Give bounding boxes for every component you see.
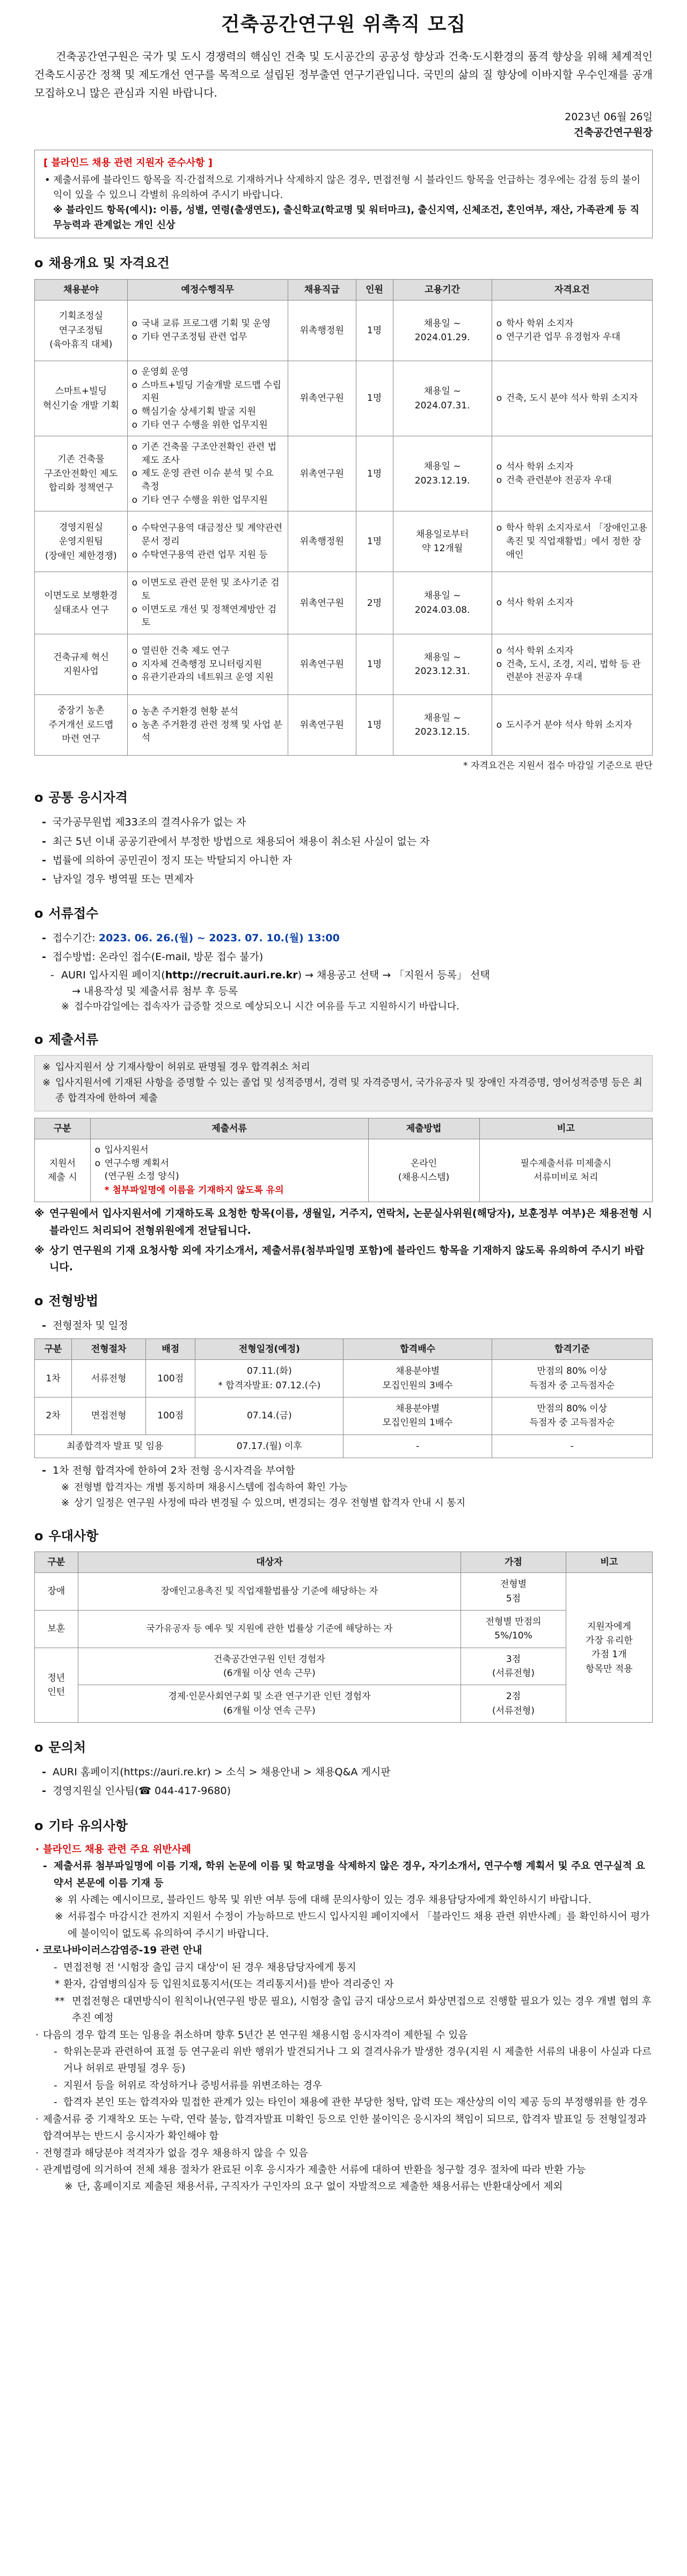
sel-multi: 채용분야별 모집인원의 3배수: [344, 1360, 492, 1397]
job-grade: 위촉연구원: [288, 436, 356, 511]
job-quals: [492, 694, 652, 755]
job-row: [35, 572, 653, 634]
job-duties-item: o 운영회 운영: [131, 365, 284, 379]
sel-proc: 서류전형: [72, 1360, 146, 1397]
job-duties-item: o 이면도로 개선 및 정책연계방안 검토: [131, 603, 284, 630]
pref-target: 경제·인문사회연구회 및 소관 연구기관 인턴 경험자 (6개월 이상 연속 근무): [78, 1685, 461, 1723]
posting-date: 2023년 06월 26일: [565, 111, 653, 123]
etc-i1c: - 합격자 본인 또는 합격자와 밀접한 관계가 있는 타인이 채용에 관한 부당한 청탁, 압력 또는 재산상의 이익 제공 등의 부정행위를 한 경우: [34, 2094, 653, 2111]
job-field: 이면도로 보행환경 실태조사 연구: [35, 572, 128, 634]
notice-line-1: • 제출서류에 블라인드 항목을 직·간접적으로 기재하거나 삭제하지 않은 경우, 면접전형 시 블라인드 항목을 언급하는 경우에는 감점 등의 불이익이 있을 수 있으니 각별히 유의하여 주시기 바랍니다.: [53, 173, 644, 203]
section-selection-title: o 전형방법: [34, 1291, 653, 1311]
job-quals-item: o 석사 학위 소지자: [495, 645, 649, 658]
job-duties: [127, 634, 288, 694]
etc-i1: · 다음의 경우 합격 또는 임용을 취소하며 향후 5년간 본 연구원 채용시험 응시자격이 제한될 수 있음: [34, 2027, 653, 2044]
route-pre: AURI 입사지원 페이지(: [61, 969, 165, 981]
blind-recruit-notice: [34, 150, 653, 238]
route-step: [50, 967, 653, 983]
job-row: [35, 436, 653, 511]
job-duties-item: o 수탁연구용역 관련 업무 지원 등: [131, 548, 284, 562]
job-quals: [492, 436, 652, 511]
job-duties-item: o 핵심기술 상세기획 발굴 지원: [131, 405, 284, 419]
sel-crit: 만점의 80% 이상 득점자 중 고득점자순: [492, 1397, 652, 1435]
job-duties: [127, 361, 288, 436]
job-period: 채용일 ~ 2023.12.31.: [393, 634, 492, 694]
job-duties-item: o 스마트+빌딩 기술개발 로드맵 수립 지원: [131, 379, 284, 405]
job-row: [35, 634, 653, 694]
sel-sched: 07.14.(금): [195, 1397, 344, 1435]
job-quals-item: o 석사 학위 소지자: [495, 460, 649, 474]
period-label: 접수기간:: [53, 932, 99, 945]
job-grade: 위촉연구원: [288, 634, 356, 694]
job-period: 채용일 ~ 2023.12.15.: [393, 694, 492, 755]
notice-line-2: ※ 블라인드 항목(예시): 이름, 성별, 연령(출생연도), 출신학교(학교명 및 워터마크), 출신지역, 신체조건, 혼인여부, 재산, 가족관계 등 직무능력과 관계없는 개인 신상: [53, 204, 640, 231]
job-quals-item: o 건축, 도시, 조경, 지리, 법학 등 관련분야 전공자 우대: [495, 658, 649, 684]
etc-h1a: - 제출서류 첨부파일명에 이름 기재, 학위 논문에 이름 및 학교명을 삭제하지 않은 경우, 자기소개서, 연구수행 계획서 및 주요 연구실적 요약서 본문에 이름 기재 등: [34, 1858, 653, 1892]
sel-col: 합격배수: [344, 1338, 492, 1359]
etc-i1a: - 학위논문과 관련하여 표절 등 연구윤리 위반 행위가 발견되거나 그 외 결격사유가 발생한 경우(지원 시 제출한 서류의 내용이 사실과 다르거나 허위로 판명될 경우 등): [34, 2044, 653, 2077]
page-title: 건축공간연구원 위촉직 모집: [221, 13, 466, 35]
job-col-header: 고용기간: [393, 279, 492, 300]
sel-col: 합격기준: [492, 1338, 652, 1359]
job-duties-item: o 농촌 주거환경 관련 정책 및 사업 분석: [131, 719, 284, 745]
pref-target: 건축공간연구원 인턴 경험자 (6개월 이상 연속 근무): [78, 1648, 461, 1685]
job-duties-item: o 열린한 건축 제도 연구: [131, 645, 284, 658]
job-quals-item: o 도시주거 분야 석사 학위 소지자: [495, 719, 649, 732]
route-step-2: → 내용작성 및 제출서류 첨부 후 등록: [72, 985, 238, 997]
doc-col: 비고: [479, 1118, 652, 1139]
qualification-note: * 자격요건은 지원서 접수 마감일 기준으로 판단: [463, 760, 653, 771]
job-duties-item: o 기타 연구조정팀 관련 업무: [131, 331, 284, 344]
etc-h2b: * 환자, 감염병의심자 등 입원치료통지서(또는 격리통지서)를 받아 격리중인 자: [34, 1976, 653, 1993]
sel-sched: 07.17.(월) 이후: [195, 1435, 344, 1458]
job-duties-item: o 농촌 주거환경 현황 분석: [131, 705, 284, 719]
sel-crit: -: [492, 1435, 652, 1458]
job-duties-item: o 국내 교류 프로그램 기획 및 운영: [131, 317, 284, 331]
common-item: - 국가공무원법 제33조의 결격사유가 없는 자: [42, 813, 653, 832]
pref-col: 비고: [566, 1552, 652, 1572]
job-period: 채용일 ~ 2024.07.31.: [393, 361, 492, 436]
job-row: [35, 361, 653, 436]
application-period: [42, 929, 653, 948]
job-grade: 위촉연구원: [288, 694, 356, 755]
job-duties: [127, 511, 288, 572]
job-duties-item: o 기타 연구 수행을 위한 업무지원: [131, 494, 284, 507]
job-row: [35, 694, 653, 755]
pref-col: 대상자: [78, 1552, 461, 1572]
job-field: 기존 건축물 구조안전확인 제도 합리화 정책연구: [35, 436, 128, 511]
sel-multi: -: [344, 1435, 492, 1458]
pref-remark: 지원자에게 가장 유리한 가점 1개 항목만 적용: [566, 1573, 652, 1723]
application-ref: ※ 접수마감일에는 접속자가 급증할 것으로 예상되오니 시간 여유를 두고 지원하시기 바랍니다.: [61, 999, 653, 1015]
pref-pts: 전형별 만점의 5%/10%: [461, 1611, 566, 1648]
contact-item: - AURI 홈페이지(https://auri.re.kr) > 소식 > 채용안내 > 채용Q&A 게시판: [42, 1763, 653, 1782]
common-item: - 최근 5년 이내 공공기관에서 부정한 방법으로 채용되어 채용이 취소된 사실이 없는 자: [42, 832, 653, 851]
job-period: 채용일 ~ 2024.01.29.: [393, 300, 492, 361]
doc-col: 제출서류: [90, 1118, 368, 1139]
etc-h2c: ** 면접전형은 대면방식이 원칙이나(연구원 방문 필요), 시험장 출입 금지 대상으로서 화상면접으로 진행할 필요가 있는 경우 개별 협의 후 추진 예정: [34, 1993, 653, 2027]
job-quals: [492, 634, 652, 694]
job-grade: 위촉연구원: [288, 572, 356, 634]
doc-item: o 입사지원서: [94, 1144, 365, 1157]
job-duties-item: o 수탁연구용역 대금정산 및 계약관련 문서 정리: [131, 522, 284, 548]
job-duties: [127, 300, 288, 361]
pref-pts: 전형별 5점: [461, 1573, 566, 1611]
job-field: 경영지원실 운영지원팀 (장애인 제한경쟁): [35, 511, 128, 572]
pref-col: 구분: [35, 1552, 78, 1572]
doc-item: o 연구수행 계획서 (연구원 소정 양식): [94, 1157, 365, 1183]
etc-i4a: ※ 단, 홈페이지로 제출된 채용서류, 구직자가 구인자의 요구 없이 자발적으로 제출한 채용서류는 반환대상에서 제외: [34, 2178, 653, 2195]
sel-crit: 만점의 80% 이상 득점자 중 고득점자순: [492, 1360, 652, 1397]
job-quals: [492, 361, 652, 436]
section-etc-title: o 기타 유의사항: [34, 1816, 653, 1836]
application-route: [34, 967, 653, 983]
job-col-header: 자격요건: [492, 279, 652, 300]
job-row: [35, 300, 653, 361]
job-period: 채용일 ~ 2024.03.08.: [393, 572, 492, 634]
doc-note: * 첨부파일명에 이름을 기재하지 않도록 유의: [104, 1184, 284, 1196]
job-duties-item: o 유관기관과의 네트워크 운영 지원: [131, 671, 284, 684]
documents-warning-2: ※ 상기 연구원의 기재 요청사항 외에 자기소개서, 제출서류(첨부파일명 포함)에 블라인드 항목을 기재하지 않도록 유의하여 주시기 바랍니다.: [34, 1242, 653, 1276]
selection-subtitle-list: [34, 1316, 653, 1335]
job-headcount: 1명: [356, 436, 393, 511]
sel-score: 100점: [146, 1360, 195, 1397]
sel-sched: 07.11.(화) * 합격자발표: 07.12.(수): [195, 1360, 344, 1397]
sel-stage: 1차: [35, 1360, 72, 1397]
etc-h2: · 코로나바이러스감염증-19 관련 안내: [34, 1942, 653, 1959]
job-duties-item: o 기존 건축물 구조안전확인 관련 법 제도 조사: [131, 441, 284, 467]
sel-col: 구분: [35, 1338, 72, 1359]
documents-notice-box: [34, 1055, 653, 1111]
selection-ref-2: ※ 상기 일정은 연구원 사정에 따라 변경될 수 있으며, 변경되는 경우 전형별 합격자 안내 시 통지: [61, 1496, 653, 1511]
sel-final-stage: 최종합격자 발표 및 임용: [35, 1435, 195, 1458]
etc-h1c: ※ 서류접수 마감시간 전까지 지원서 수정이 가능하므로 반드시 입사지원 페이지에서 「블라인드 채용 관련 위반사례」를 확인하시어 평가에 불이익이 없도록 유의하여 주시기 바랍니다.: [34, 1908, 653, 1942]
job-grade: 위촉연구원: [288, 361, 356, 436]
etc-i4: · 관계법령에 의거하여 전체 채용 절차가 완료된 이후 응시자가 제출한 서류에 대하여 반환을 청구할 경우 절차에 따라 반환 가능: [34, 2162, 653, 2178]
box-line-2: ※ 입사지원서에 기재된 사항을 증명할 수 있는 졸업 및 성적증명서, 경력 및 자격증명서, 국가유공자 및 장애인 자격증명, 영어성적증명 등은 최종 합격자에 한하여 제출: [42, 1075, 645, 1107]
contact-list: [34, 1763, 653, 1801]
job-duties: [127, 572, 288, 634]
job-duties-item: o 기타 연구 수행을 위한 업무지원: [131, 419, 284, 432]
application-info: [34, 929, 653, 967]
sel-multi: 채용분야별 모집인원의 1배수: [344, 1397, 492, 1435]
job-grade: 위촉행정원: [288, 511, 356, 572]
job-field: 중장기 농촌 주거개선 로드맵 마련 연구: [35, 694, 128, 755]
period-value: 2023. 06. 26.(월) ~ 2023. 07. 10.(월) 13:00: [98, 932, 340, 945]
selection-ref-1: ※ 전형별 합격자는 개별 통지하며 채용시스템에 접속하여 확인 가능: [61, 1480, 653, 1496]
job-field: 스마트+빌딩 혁신기술 개발 기획: [35, 361, 128, 436]
section-common-title: o 공통 응시자격: [34, 788, 653, 808]
section-contact-title: o 문의처: [34, 1738, 653, 1758]
selection-note: - 1차 전형 합격자에 한하여 2차 전형 응시자격을 부여함: [42, 1461, 653, 1480]
notice-title: [ 블라인드 채용 관련 지원자 준수사항 ]: [43, 157, 213, 169]
job-period: 채용일 ~ 2023.12.19.: [393, 436, 492, 511]
job-duties-item: o 지자체 건축행정 모니터링지원: [131, 658, 284, 671]
common-item: - 남자일 경우 병역필 또는 면제자: [42, 870, 653, 889]
job-headcount: 1명: [356, 511, 393, 572]
job-duties-item: o 이면도로 관련 문헌 및 조사기준 검토: [131, 576, 284, 603]
section-preference-title: o 우대사항: [34, 1526, 653, 1546]
selection-notes: [34, 1461, 653, 1480]
sel-stage: 2차: [35, 1397, 72, 1435]
job-quals-item: o 석사 학위 소지자: [495, 596, 649, 610]
job-duties: [127, 436, 288, 511]
job-headcount: 2명: [356, 572, 393, 634]
job-quals: [492, 300, 652, 361]
job-table: [34, 279, 653, 756]
etc-h2a: - 면접전형 전 '시험장 출입 금지 대상'이 된 경우 채용담당자에게 통지: [34, 1959, 653, 1976]
pref-cat: 보훈: [35, 1611, 78, 1648]
job-period: 채용일로부터 약 12개월: [393, 511, 492, 572]
doc-remark: 필수제출서류 미제출시 서류미비로 처리: [479, 1139, 652, 1202]
job-col-header: 채용직급: [288, 279, 356, 300]
signature-block: [34, 109, 653, 140]
sel-proc: 면접전형: [72, 1397, 146, 1435]
job-col-header: 예정수행직무: [127, 279, 288, 300]
doc-col: 제출방법: [368, 1118, 479, 1139]
doc-list: [90, 1139, 368, 1202]
job-headcount: 1명: [356, 361, 393, 436]
job-quals: [492, 572, 652, 634]
job-quals-item: o 연구기관 업무 유경험자 우대: [495, 331, 649, 344]
common-item: - 법률에 의하여 공민권이 정지 또는 박탈되지 아니한 자: [42, 851, 653, 870]
section-application-title: o 서류접수: [34, 904, 653, 924]
job-duties-item: o 제도 운영 관련 이슈 분석 및 수요 측정: [131, 467, 284, 493]
recruit-link[interactable]: http://recruit.auri.re.kr: [165, 969, 298, 981]
job-field: 기획조정실 연구조정팀 (육아휴직 대체): [35, 300, 128, 361]
common-qualifications: [34, 813, 653, 889]
contact-item: - 경영지원실 인사팀(☎ 044-417-9680): [42, 1782, 653, 1801]
job-grade: 위촉행정원: [288, 300, 356, 361]
job-headcount: 1명: [356, 300, 393, 361]
selection-subtitle: - 전형절차 및 일정: [42, 1316, 653, 1335]
pref-target: 장애인고용촉진 및 직업재활법률상 기준에 해당하는 자: [78, 1573, 461, 1611]
etc-i3: · 전형결과 해당분야 적격자가 없을 경우 채용하지 않을 수 있음: [34, 2145, 653, 2162]
job-duties: [127, 694, 288, 755]
section-overview-title: o 채용개요 및 자격요건: [34, 253, 653, 273]
job-quals-item: o 건축 관련분야 전공자 우대: [495, 474, 649, 487]
etc-h1b: ※ 위 사례는 예시이므로, 블라인드 항목 및 위반 여부 등에 대해 문의사항이 있는 경우 채용담당자에게 확인하시기 바랍니다.: [34, 1892, 653, 1908]
signer: 건축공간연구원장: [574, 126, 653, 138]
pref-col: 가점: [461, 1552, 566, 1572]
job-field: 건축규제 혁신 지원사업: [35, 634, 128, 694]
pref-cat: 장애: [35, 1573, 78, 1611]
documents-warning-1: ※ 연구원에서 입사지원서에 기재하도록 요청한 항목(이름, 생월일, 거주지, 연락처, 논문실사위원(해당자), 보훈정부 여부)은 채용전형 시 블라인드 처리되어 전형위원에게 전달됩니다.: [34, 1205, 653, 1239]
box-line-1: ※ 입사지원서 상 기재사항이 허위로 판명될 경우 합격취소 처리: [42, 1060, 645, 1075]
job-quals-item: o 학사 학위 소지자로서 「장애인고용촉진 및 직업재활법」에서 정한 장애인: [495, 522, 649, 561]
selection-table: [34, 1338, 653, 1458]
etc-h1: · 블라인드 채용 관련 주요 위반사례: [34, 1841, 653, 1858]
etc-notes: [34, 1841, 653, 2196]
intro-paragraph: 건축공간연구원은 국가 및 도시 경쟁력의 핵심인 건축 및 도시공간의 공공성 향상과 건축·도시환경의 품격 향상을 위해 체계적인 건축도시공간 정책 및 제도개선 연구를 목적으로 설립된 정부출연 연구기관입니다. 국민의 삶의 질 향상에 이바지할 우수인재를 공개 모집하오니 많은 관심과 지원 바랍니다.: [34, 50, 653, 99]
sel-col: 전형절차: [72, 1338, 146, 1359]
job-quals-item: o 학사 학위 소지자: [495, 317, 649, 331]
pref-target: 국가유공자 등 예우 및 지원에 관한 법률상 기준에 해당하는 자: [78, 1611, 461, 1648]
job-col-header: 채용분야: [35, 279, 128, 300]
job-quals-item: o 건축, 도시 분야 석사 학위 소지자: [495, 392, 649, 405]
doc-cat: 지원서 제출 시: [35, 1139, 91, 1202]
application-method: - 접수방법: 온라인 접수(E-mail, 방문 접수 불가): [42, 948, 653, 967]
doc-method: 온라인 (채용시스템): [368, 1139, 479, 1202]
etc-i2: · 제출서류 중 기재착오 또는 누락, 연락 불능, 합격자발표 미확인 등으로 인한 불이익은 응시자의 책임이 되므로, 합격자 발표일 등 전형일정과 합격여부는 반드시 응시자가 확인해야 함: [34, 2111, 653, 2145]
route-post: ) → 채용공고 선택 → 「지원서 등록」 선택: [297, 969, 490, 981]
documents-table: [34, 1118, 653, 1203]
etc-i1b: - 지원서 등을 허위로 작성하거나 증빙서류를 위변조하는 경우: [34, 2077, 653, 2094]
pref-pts: 3점 (서류전형): [461, 1648, 566, 1685]
preference-table: [34, 1552, 653, 1723]
doc-col: 구분: [35, 1118, 91, 1139]
pref-pts: 2점 (서류전형): [461, 1685, 566, 1723]
job-col-header: 인원: [356, 279, 393, 300]
sel-col: 전형일정(예정): [195, 1338, 344, 1359]
sel-score: 100점: [146, 1397, 195, 1435]
job-headcount: 1명: [356, 634, 393, 694]
section-documents-title: o 제출서류: [34, 1030, 653, 1050]
job-quals: [492, 511, 652, 572]
sel-col: 배점: [146, 1338, 195, 1359]
job-headcount: 1명: [356, 694, 393, 755]
job-row: [35, 511, 653, 572]
pref-cat: 정년 인턴: [35, 1648, 78, 1722]
